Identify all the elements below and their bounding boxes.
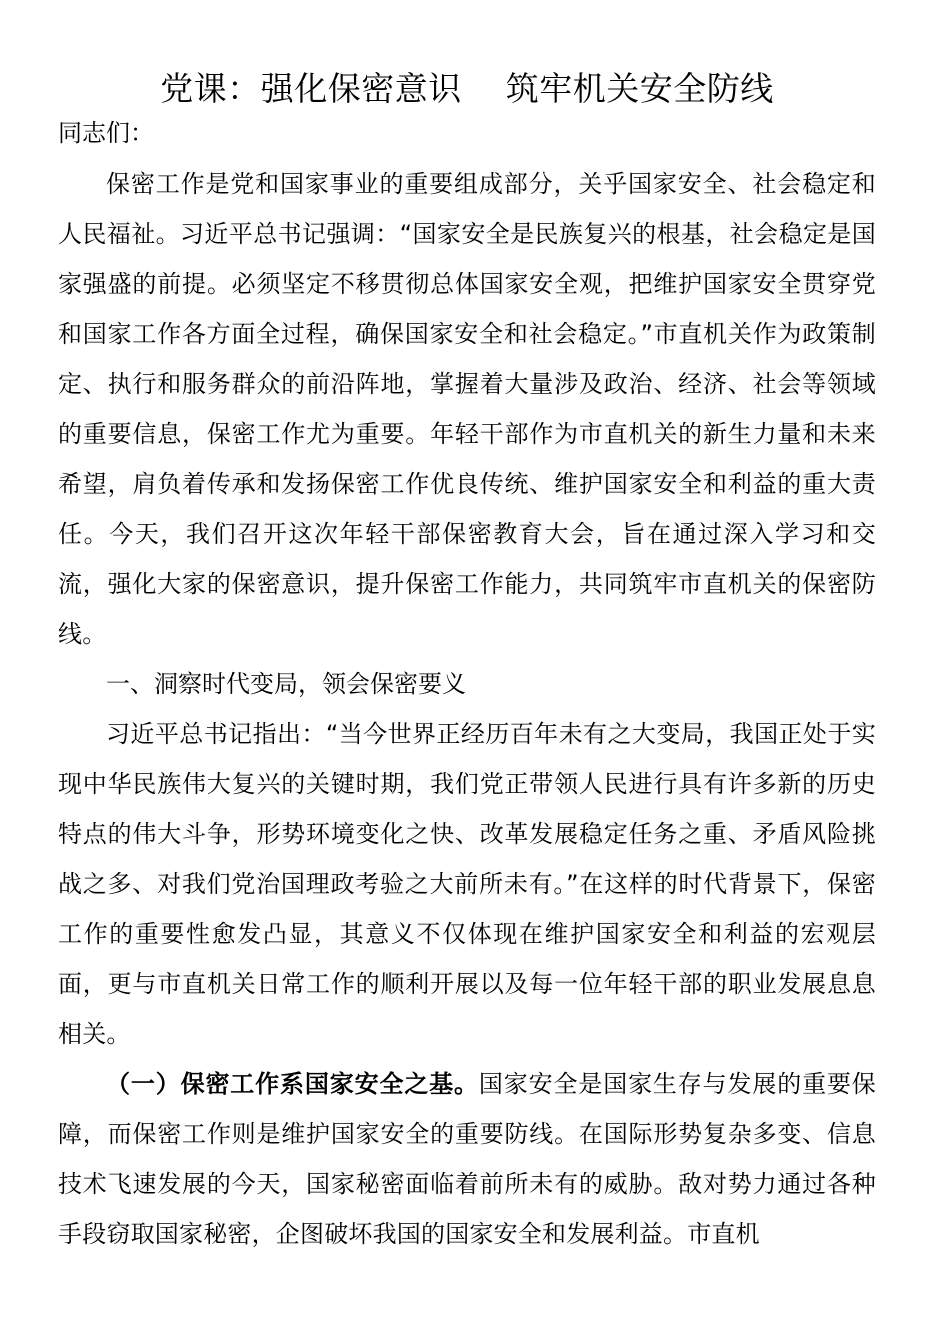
salutation: 同志们： — [58, 119, 154, 147]
subsection-lead: （一）保密工作系国家安全之基。 — [106, 1070, 479, 1098]
section-heading-1: 一、洞察时代变局，领会保密要义 — [106, 670, 466, 698]
paragraph-section-1: 习近平总书记指出：“当今世界正经历百年未有之大变局，我国正处于实现中华民族伟大复兴的关键时期，我们党正带领人民进行具有许多新的历史特点的伟大斗争，形势环境变化之快、改革发展稳定任务之重、矛盾风险挑战之多、对我们党治国理政考验之大前所未有。”在这样的时代背景下，保密工作的重要性愈发凸显，其意义不仅体现在维护国家安全和利益的宏观层面，更与市直机关日常工作的顺利开展以及每一位年轻干部的职业发展息息相关。 — [58, 720, 876, 1048]
paragraph-subsection-1 — [58, 1059, 876, 1259]
subsection-body: 国家安全是国家生存与发展的重要保障，而保密工作则是维护国家安全的重要防线。在国际形势复杂多变、信息技术飞速发展的今天，国家秘密面临着前所未有的威胁。敌对势力通过各种手段窃取国家秘密，企图破坏我国的国家安全和发展利益。市直机 — [58, 1070, 877, 1248]
paragraph-intro: 保密工作是党和国家事业的重要组成部分，关乎国家安全、社会稳定和人民福祉。习近平总书记强调：“国家安全是民族复兴的根基，社会稳定是国家强盛的前提。必须坚定不移贯彻总体国家安全观，把维护国家安全贯穿党和国家工作各方面全过程，确保国家安全和社会稳定。”市直机关作为政策制定、执行和服务群众的前沿阵地，掌握着大量涉及政治、经济、社会等领域的重要信息，保密工作尤为重要。年轻干部作为市直机关的新生力量和未来希望，肩负着传承和发扬保密工作优良传统、维护国家安全和利益的重大责任。今天，我们召开这次年轻干部保密教育大会，旨在通过深入学习和交流，强化大家的保密意识，提升保密工作能力，共同筑牢市直机关的保密防线。 — [58, 170, 876, 648]
document-page — [58, 66, 876, 1259]
document-title: 党课：强化保密意识 筑牢机关安全防线 — [160, 69, 774, 108]
